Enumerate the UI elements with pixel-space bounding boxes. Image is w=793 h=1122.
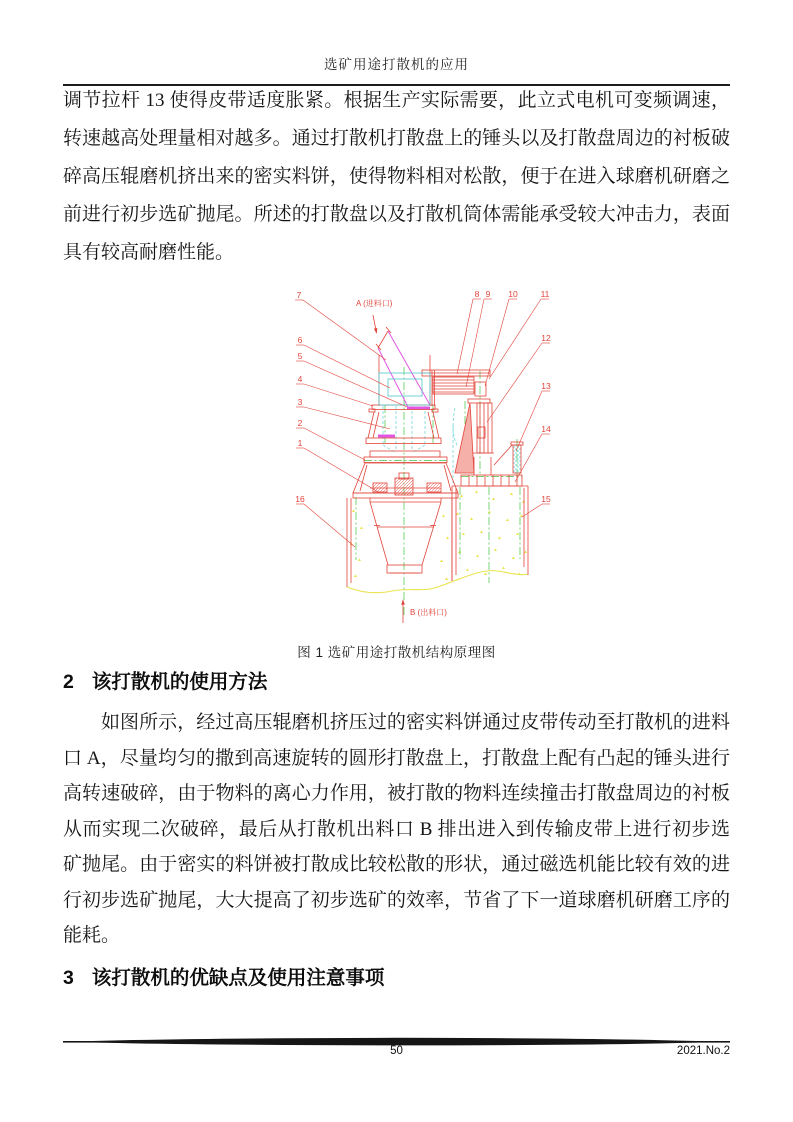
paragraph-2: 如图所示，经过高压辊磨机挤压过的密实料饼通过皮带传动至打散机的进料口 A，尽量均匀的撒到高速旋转的圆形打散盘上，打散盘上配有凸起的锤头进行高转速破碎，由于物料的离心力作用，被打散的物料连续撞击打散盘周边的衬板从而实现二次破碎，最后从打散机出料口 B 排出进入到传输皮带上进行初步选矿抛尾。由于密实的料饼被打散成比较松散的形状，通过磁选机能比较有效的进行初步选矿抛尾，大大提高了初步选矿的效率，节省了下一道球磨机研磨工序的能耗。 (63, 712, 730, 946)
issue-number: 2021.No.2 (676, 1045, 730, 1057)
part-number-11: 11 (540, 289, 550, 299)
part-number-15: 15 (541, 494, 551, 504)
leader-line-3 (304, 407, 390, 429)
part-number-1: 1 (297, 438, 303, 448)
hidden-lines (383, 406, 458, 483)
figure-caption: 图 1 选矿用途打散机结构原理图 (297, 645, 496, 660)
figure-1 (270, 275, 600, 655)
running-header-title: 选矿用途打散机的应用 (324, 57, 469, 72)
inlet-arrow (373, 315, 377, 333)
part-number-12: 12 (541, 333, 551, 343)
leader-line-9 (466, 299, 484, 387)
part-number-4: 4 (297, 374, 303, 384)
part-number-16: 16 (295, 494, 305, 504)
footer (63, 1045, 730, 1061)
part-number-14: 14 (541, 424, 551, 434)
leader-line-11 (489, 299, 541, 379)
part-number-8: 8 (474, 289, 480, 299)
figure-1-diagram (270, 275, 600, 655)
part-number-7: 7 (296, 290, 302, 300)
part-number-3: 3 (297, 397, 303, 407)
machine-structure (347, 327, 528, 587)
leader-line-10 (485, 299, 509, 386)
paragraph-1: 调节拉杆 13 使得皮带适度胀紧。根据生产实际需要，此立式电机可变频调速，转速越高处理量相对越多。通过打散机打散盘上的锤头以及打散盘周边的衬板破碎高压辊磨机挤出来的密实料饼，使得物料相对松散，便于在进入球磨机研磨之前进行初步选矿抛尾。所述的打散盘以及打散机筒体需能承受较大冲击力，表面具有较高耐磨性能。 (63, 90, 730, 263)
leader-line-2 (304, 428, 365, 460)
footer-rule (63, 1034, 730, 1044)
leader-line-15 (522, 504, 542, 517)
part-number-10: 10 (508, 289, 518, 299)
section-2-heading (63, 666, 730, 694)
part-number-6: 6 (297, 335, 303, 345)
part-number-13: 13 (541, 381, 551, 391)
page-number: 50 (390, 1045, 403, 1057)
part-number-5: 5 (297, 351, 303, 361)
section-3-number: 3 (63, 967, 74, 989)
leader-line-5 (304, 361, 407, 407)
part-number-2: 2 (297, 418, 303, 428)
section-3-title: 该打散机的优缺点及使用注意事项 (91, 967, 385, 989)
section-3-heading (63, 962, 730, 990)
part-number-9: 9 (485, 289, 491, 299)
outlet-label: B (出料口) (410, 608, 447, 617)
section-2-title: 该打散机的使用方法 (91, 671, 268, 693)
leader-line-13 (516, 391, 542, 451)
section-2-number: 2 (63, 671, 74, 693)
inlet-label: A (进料口) (356, 299, 393, 308)
foundation-speckles (350, 490, 527, 580)
leader-line-1 (304, 448, 380, 493)
leader-line-8 (457, 299, 473, 374)
part-labels (295, 289, 551, 547)
ground-break-line (347, 571, 528, 593)
